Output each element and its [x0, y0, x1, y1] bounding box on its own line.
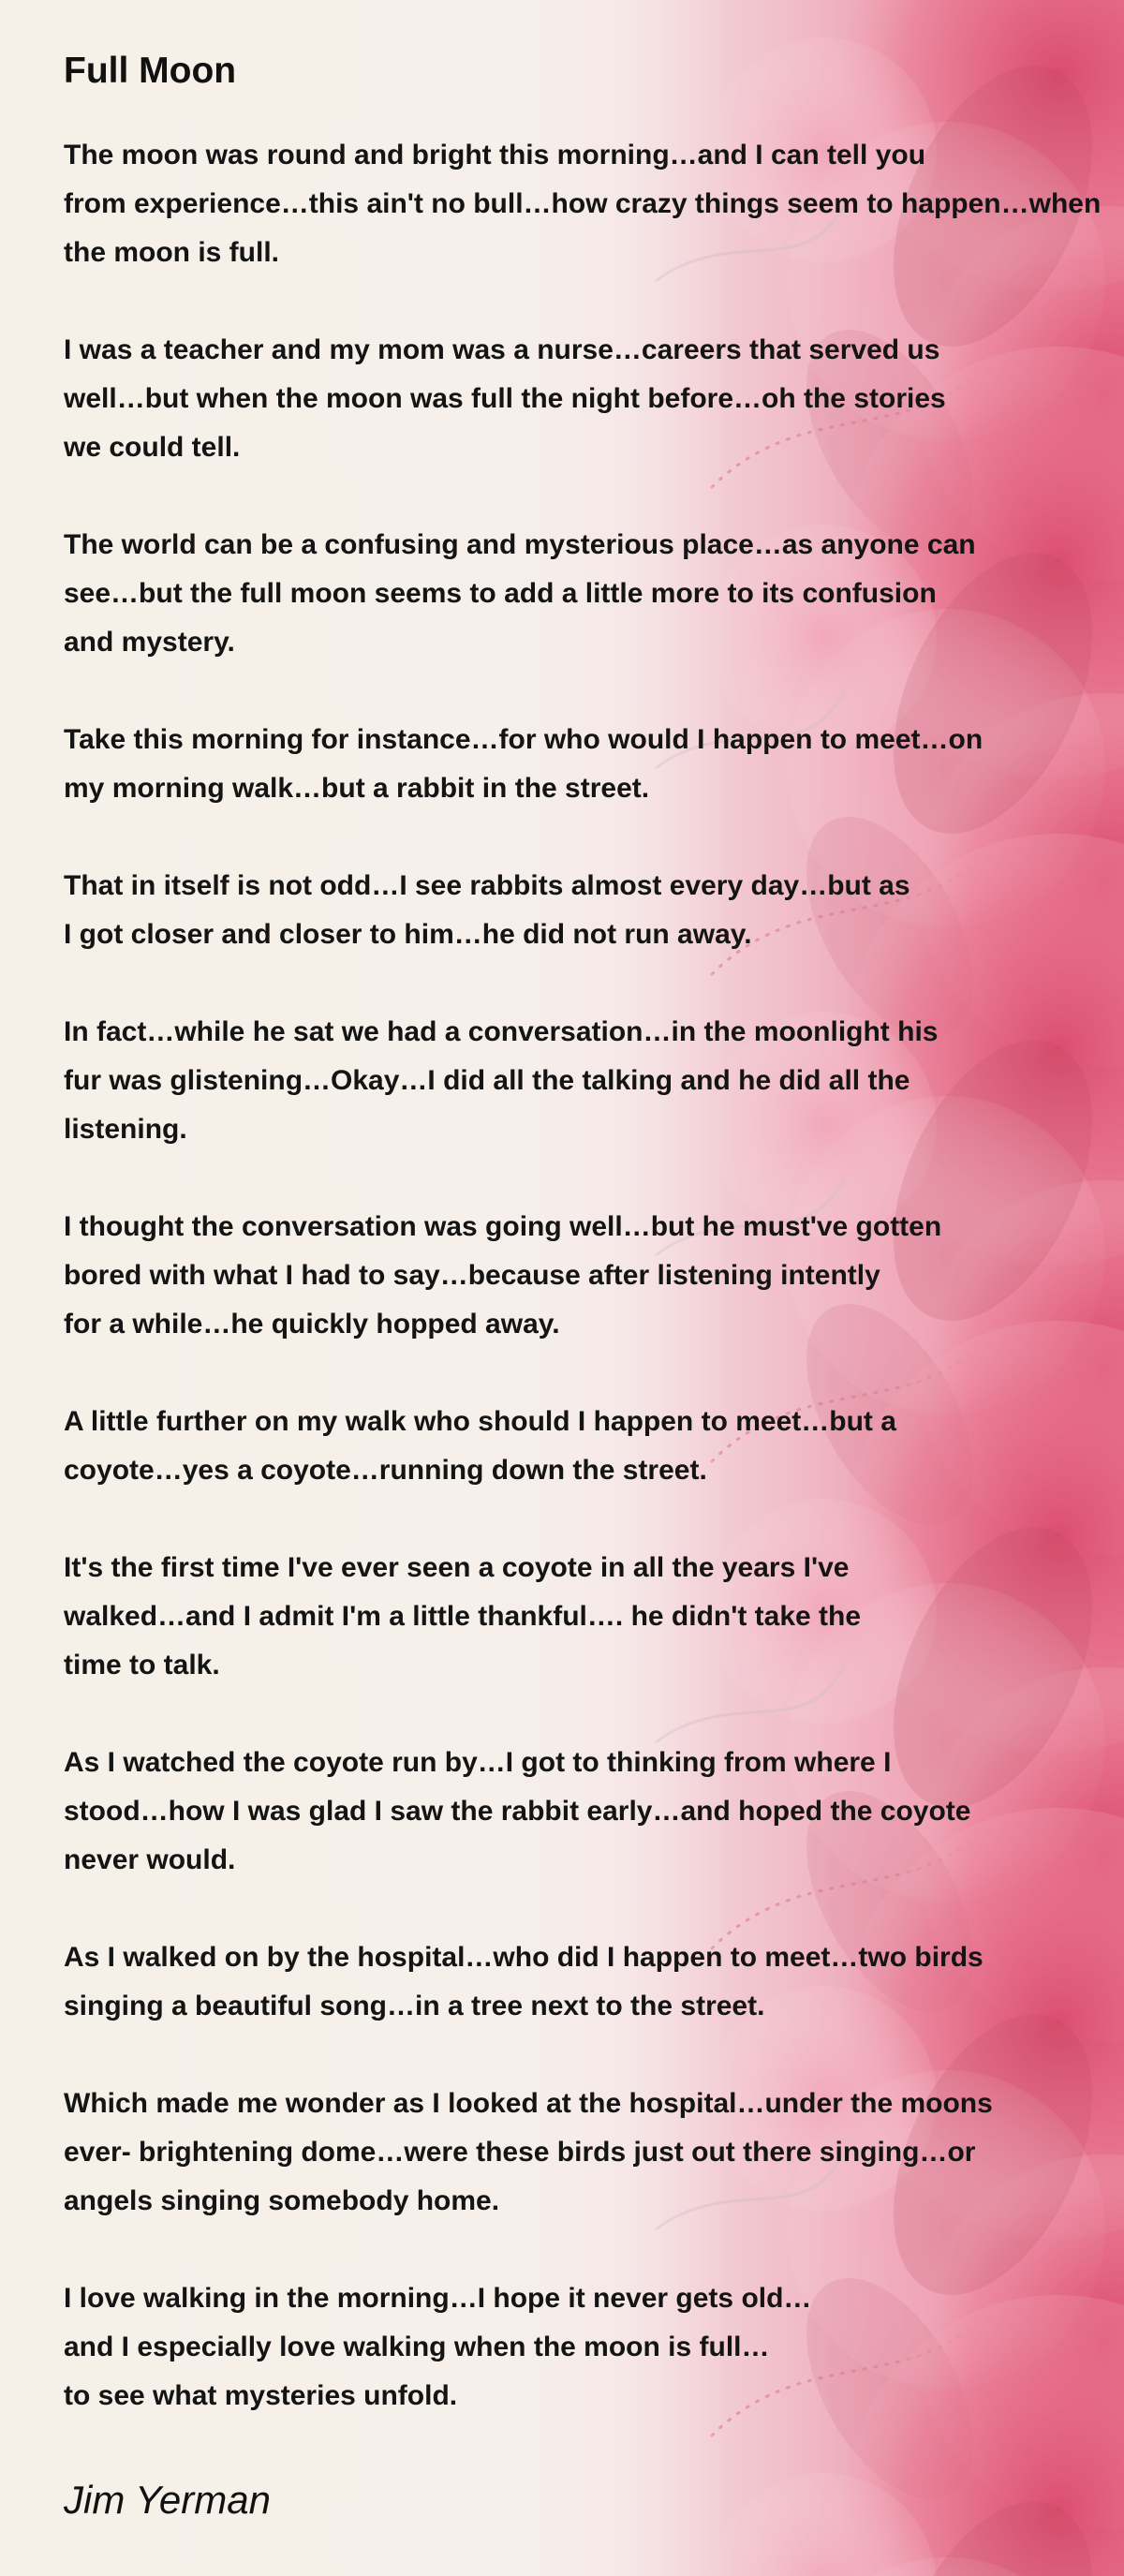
- stanza: [64, 1544, 1113, 1690]
- poem-line: my morning walk…but a rabbit in the street.: [64, 773, 650, 804]
- poem-line: Which made me wonder as I looked at the hospital…under the moons: [64, 2088, 993, 2119]
- poem-line: stood…how I was glad I saw the rabbit early…and hoped the coyote: [64, 1796, 971, 1827]
- poem-line: the moon is full.: [64, 237, 279, 268]
- poem-title: Full Moon: [64, 51, 237, 91]
- stanza: [64, 1933, 1113, 2031]
- poem-line: It's the first time I've ever seen a coyote in all the years I've: [64, 1552, 850, 1583]
- poem-line: A little further on my walk who should I happen to meet…but a: [64, 1406, 896, 1437]
- stanza: [64, 862, 1113, 959]
- poem-line: for a while…he quickly hopped away.: [64, 1309, 560, 1340]
- poem-body: [64, 45, 1113, 2469]
- poem-line: to see what mysteries unfold.: [64, 2380, 458, 2411]
- stanza: [64, 716, 1113, 813]
- poem-line: The world can be a confusing and mysterious place…as anyone can: [64, 529, 976, 560]
- poem-line: I got closer and closer to him…he did not run away.: [64, 919, 752, 950]
- poem-author: Jim Yerman: [64, 2478, 271, 2522]
- poem-line: I thought the conversation was going well…but he must've gotten: [64, 1211, 942, 1242]
- poem-line: we could tell.: [64, 432, 241, 463]
- stanza: [64, 2274, 1113, 2421]
- poem-line: and I especially love walking when the moon is full…: [64, 2332, 770, 2362]
- poem-stanzas: [64, 131, 1113, 2421]
- stanza: [64, 131, 1113, 277]
- poem-line: time to talk.: [64, 1650, 220, 1680]
- poem-line: I love walking in the morning…I hope it never gets old…: [64, 2283, 812, 2314]
- stanza: [64, 1203, 1113, 1349]
- poem-line: That in itself is not odd…I see rabbits almost every day…but as: [64, 870, 910, 901]
- poem-line: never would.: [64, 1844, 236, 1875]
- poem-line: The moon was round and bright this morning…and I can tell you: [64, 140, 926, 170]
- poem-line: from experience…this ain't no bull…how crazy things seem to happen…when: [64, 188, 1102, 219]
- stanza: [64, 1398, 1113, 1495]
- poem-line: see…but the full moon seems to add a little more to its confusion: [64, 578, 937, 609]
- poem-line: singing a beautiful song…in a tree next to the street.: [64, 1991, 765, 2021]
- poem-line: ever- brightening dome…were these birds just out there singing…or: [64, 2137, 976, 2168]
- stanza: [64, 1008, 1113, 1154]
- poem-line: bored with what I had to say…because after listening intently: [64, 1260, 880, 1291]
- poem-line: fur was glistening…Okay…I did all the talking and he did all the: [64, 1065, 910, 1096]
- poem-line: listening.: [64, 1114, 187, 1145]
- poem-line: I was a teacher and my mom was a nurse…careers that served us: [64, 334, 940, 365]
- poem-line: well…but when the moon was full the night before…oh the stories: [64, 383, 946, 414]
- stanza: [64, 2080, 1113, 2226]
- poem-line: As I watched the coyote run by…I got to thinking from where I: [64, 1747, 892, 1778]
- poem-line: angels singing somebody home.: [64, 2185, 500, 2216]
- stanza: [64, 521, 1113, 667]
- poem-line: In fact…while he sat we had a conversation…in the moonlight his: [64, 1016, 939, 1047]
- poem-line: Take this morning for instance…for who would I happen to meet…on: [64, 724, 984, 755]
- poem-line: and mystery.: [64, 627, 235, 658]
- poem-line: coyote…yes a coyote…running down the street.: [64, 1455, 707, 1486]
- stanza: [64, 1739, 1113, 1885]
- poem-line: walked…and I admit I'm a little thankful…. he didn't take the: [64, 1601, 862, 1632]
- stanza: [64, 326, 1113, 472]
- poem-line: As I walked on by the hospital…who did I happen to meet…two birds: [64, 1942, 984, 1973]
